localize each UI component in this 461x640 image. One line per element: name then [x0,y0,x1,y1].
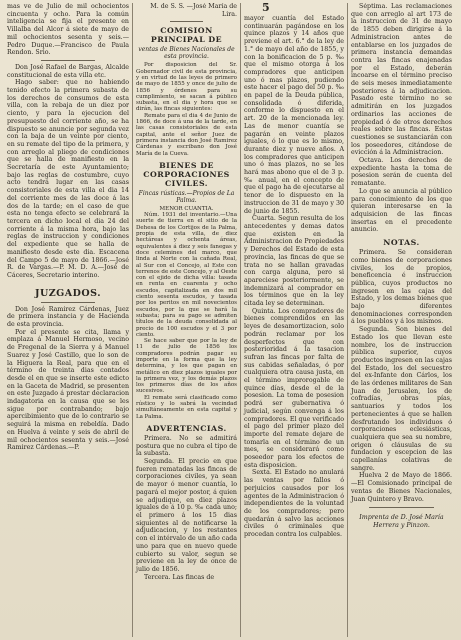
menor-cuantia-label: MENOR CUANTIA. [159,205,214,212]
section-title-notas: NOTAS. [383,238,420,248]
divider [170,21,203,22]
notice-text: Por disposicion del Sr. Gobernador civil de esta provincia, y en virtud de las leyes de primero de mayo de 1855 y once de julio de 1856 y órdenes para su cumplimiento, se sacan á público subasta, en el dia y hora que se dirán, las fincas siguientes: [136,62,237,113]
advertencia-item: Segunda. El precio en que fueren rematadas las fincas de corporaciones civiles, ya sean de mayor ó menor cuantía, lo pagará el mejor postor, á quien se adjudique, en diez plazos iguales de á 10 p. ‰ cada uno; el primero á los 15 dias siguientes al de notificarse la adjudicacion, y los restantes con el intérvalo de un año cada uno para que en nuevo quede cubierto su valor, segun se previene en la ley de once de julio de 1856. [136,458,237,573]
section-title-advertencias: ADVERTENCIAS. [146,423,227,433]
notice-text: Remate para el dia 4 de Junio de 1866, de doce á una de la tarde, en las casas consistoriales de esta capital, ante el señor Juez de primera instancia don José Ramirez Cárdenas y escribano don José María de la Cueva. [136,112,237,157]
column-2 [132,3,240,637]
section-title-juzgados: JUZGADOS. [34,287,102,299]
notice-text: Quinta. Los compradores de bienes comprendidos en las leyes de desamortizacion, solo podrán reclamar por los desperfectos que con posterioridad á la tasacion sufran las fincas por falta de sus cabidas señaladas, ó por cualquiera otra causa justa, en el término improrogable de quince días, desde el de la posesion. La toma de posesion podrá ser gubernativa ó judicial, según convenga á los compradores. El que verificado el pago del primer plazo del importe del remate dejare de tomarla en el término de un mes, se considerará como poseedor para los efectos de esta disposicion. [244,307,344,469]
section-subtitle: ventas de Bienes Nacionales de esta provincia. [138,46,235,61]
notice-text: Por el presente se cita, llama y emplaza á Manuel Hermoso, vecino de Fregenal de la Sierra y á Manuel Suarez y José Castillo, que lo son de la Higuera la Real, para que en el término de treinta dias contados desde el en que se inserte este edicto en la Gaceta de Madrid, se presenten en este Juzgado á prestar declaracion indagatoria en la causa que se les sigue por contrabando; bajo apercibimiento que de lo contrario se seguirá la misma en rebeldía. Dado en Huelva á veinte y seis de abril de mil ochocientos sesenta y seis.—José Ramirez Cárdenas.—P. [7,328,129,452]
notice-heading: Don José Rafael de Bargas, Alcalde constitucional de esta villa etc. [7,63,129,79]
signature: M. de S. S. —José María de Lira. [150,3,237,18]
imprint: Imprenta de D. José María Herrera y Pinzon. [359,514,444,529]
notice-heading: Don José Ramirez Cárdenas, Juez de primera instancia y de Hacienda de esta provincia. [7,305,129,329]
notice-text: El remate será clasificado como rústico y lo sabrá la vecindad simultáneamente en esta capital y La Palma. [136,394,237,420]
notice-text: Cuarta. Segun resulta de los antecedentes y demas datos que existen en la Administracion de Propiedades y Derechos del Estado de esta provincia, las fincas de que se trata no se hallan gravadas con carga alguna, pero si apareciese posteriormente, se indemnizará al comprador en los términos que en la ley citada ley se determinan. [244,215,344,308]
advertencia-item: Tercera. Las fincas de [144,573,215,581]
notice-text: Se hace saber que por la ley de 11 de julio de 1856 los compradores podrán pagar su importe en la forma que la ley determina, y los que pagan en metálico en diez plazos iguales por la primera vez, y los demás plazos los primeros días de los años sucesivos. [136,338,237,395]
fincas-label: Fincas rústicas.—Propios de La Palma. [138,189,235,204]
nota-item: Primera. Se consideran como bienes de corporaciones civiles, los de propios, beneficencia é instruccion pública, cuyos productos no ingresen en las cajas del Estado, y los demas bienes que bajo diferentes denominaciones corresponden á los pueblos y á los mismos. [351,249,452,326]
notice-text: Núm. 1931 del inventario.—Una suerte de tierra en el sitio de la Dehesa de los Cortijos de la Palma, propia de esta villa, de diez hectáreas y ochenta áreas, equivalentes á diez y seis fanegas y doce celemines del marco, que linda al Norte con la cañada Real, al Sur con el Concejo, al Este con terrenos de este Concejo, y al Oeste con el ejido de dicha villa: tasada en renta en cuarenta y ocho escudos, capitalizada en dos mil ciento sesenta escudos, y tasada por los peritos en mil novecientos escudos, por la que se hará la subasta; para su pago se admiten títulos de la deuda consolidada al precio de 100 escudos y el 3 por ciento. [136,212,237,338]
notice-text: Sexta. El Estado no anulará las ventas por fallos ó perjuicios causados por los agentes de la Administracion ó independientes de la voluntad de los compradores; pero quedarán á salvo las acciones civiles ó criminales que procedan contra los culpables. [244,469,344,539]
notice-text: Lo que se anuncia al público para conocimiento de los que quieran interesarse en la adquisicion de las fincas insertas en el precedente anuncio. [351,187,452,234]
divider [369,507,434,508]
divider [41,60,95,61]
column-3 [240,3,347,637]
notice-text: Hago saber: que no habiendo tenido efecto la primera subasta de los derechos de consumos de esta villa, con la rebaja de un diez por ciento, y para la ejecucion del presupuesto del corriente año, se ha dispuesto se anuncie por segunda vez con la baja de un veinte por ciento, en su remate del tipo de la primera, y con arreglo al pliego de condiciones que se halla de manifiesto en la Secretaría de este Ayuntamiento; bajo las reglas de costumbre, cuyo acto tendrá lugar en las casas consistoriales de esta villa el dia 14 del corriente mes de las doce á las dos de la tarde; en el caso de que esta no tenga efecto se celebrará la tercera en dicho local el dia 24 del corriente á la misma hora, bajo las reglas de instruccion y condiciones del expediente que se halla de manifiesto desde este dia. Escacena del Campo 5 de mayo de 1866.—José R. de Vargas.—P. M. D. A.—José de Cáceres, Secretario interino. [7,79,129,279]
notice-text: mas ve de Julio de mil ochocientos cincuenta y ocho. Para la común inteligencia se fija el presente en Villalba del Alcor á siete de mayo de mil ochocientos sesenta y seis.—Pedro Duque.—Francisco de Paula Rendon. Srio. [7,3,129,57]
advertencia-item: Primera. No se admitirá postura que no cubra el tipo de la subasta. [136,434,237,458]
notice-text: mayor cuantía del Estado continuarán pagándose en los quince plazos y 14 años que previene el art. 6.° de la ley de 1.° de mayo del año de 1855, y con la bonificacion de 5 p. ‰ que el mismo otorga á los compradores que anticipen uno ó mas plazos, pudiendo este hacer el pago del 50 p. ‰ en papel de la Deuda pública, consolidada ó diferida, conforme lo dispuesto en el art. 20 de la mencionada ley. Las de menor cuantía se pagarán en veinte plazos iguales, ó lo que es lo mismo, durante diez y nueve años. A los compradores que anticipen uno ó mas plazos, no se les hará mas abono que el de 3 p. ‰ anual, en el concepto de que el pago ha de ejecutarse al tenor de lo dispuesto en la instruccion de 31 de mayo y 30 de junio de 1855. [244,15,344,215]
section-title-comision: COMISION PRINCIPAL DE [150,26,223,45]
page-number: 5 [262,1,271,14]
column-4 [347,3,455,637]
nota-item: Segunda. Son bienes del Estado los que llevan este nombre, los de instruccion pública superior, cuyos productos ingresen en las cajas del Estado, los del secuestro del ex-Infante don Cárlos, los de las órdenes militares de San Juan de Jerusalen, los de cofradías, obras pías, santuarios y todos los pertenecientes á que se hallen desfrutando los individuos ó corporaciones eclesiásticas, cualquiera que sea su nombre, origen ó cláusulas de su fundacion y escepcion de las capellanías colativas de sangre. [351,326,452,472]
notice-text: Octava. Los derechos de expediente hasta la toma de posesion serán de cuenta del rematante. [351,157,452,188]
nota-item: Huelva 2 de Mayo de 1866.—El Comisionado principal de ventas de Bienes Nacionales, Juan Quintero y Bravo. [351,472,452,503]
divider [41,302,95,303]
section-title-bienes: BIENES DE CORPORACIONES CIVILES. [143,160,230,188]
notice-text: Séptima. Las reclamaciones que con arreglo al art 173 de la instruccion de 31 de mayo de 1855 deben dirigirse á la Administracion antes de entablarse en los juzgados de primera instancia demandas contra las fincas enajenadas por el Estado, deberán incoarse en el término preciso de seis meses inmediatamente posteriores á la adjudicacion. Pasado este término no se admitirán en los juzgados ordinarios las acciones de propiedad ó de otros derechos reales sobre las fincas. Estas cuestiones se sustanciarán con los poseedores, citándose de evicción á la Administracion. [351,3,452,157]
column-1 [4,3,132,637]
